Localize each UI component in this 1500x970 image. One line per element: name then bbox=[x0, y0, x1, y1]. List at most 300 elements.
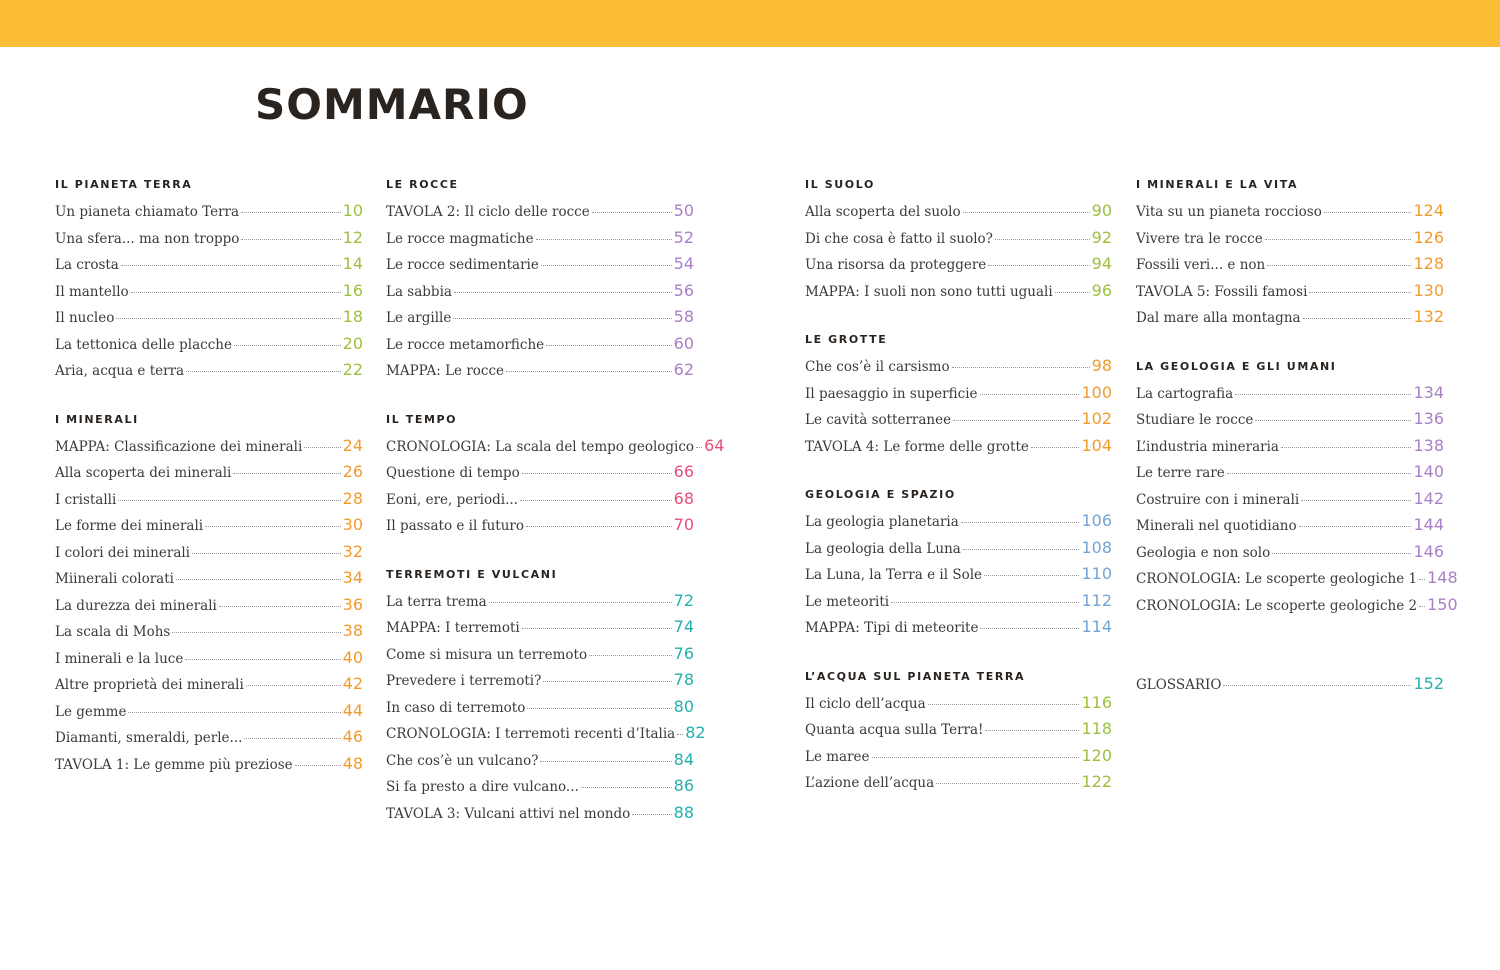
toc-entry[interactable] bbox=[55, 304, 363, 331]
toc-section-le-grotte bbox=[805, 331, 1112, 459]
dot-leader bbox=[304, 447, 340, 448]
toc-entry[interactable] bbox=[386, 773, 694, 800]
dot-leader bbox=[963, 212, 1090, 213]
toc-entry-label: Vivere tra le rocce bbox=[1136, 230, 1263, 247]
dot-leader bbox=[988, 265, 1089, 266]
toc-entry-page-number: 110 bbox=[1081, 564, 1112, 583]
toc-entry-page-number: 152 bbox=[1413, 674, 1444, 693]
toc-entry[interactable] bbox=[386, 357, 694, 384]
toc-entry-page-number: 88 bbox=[673, 802, 694, 822]
dot-leader bbox=[540, 761, 671, 762]
toc-entry-label: Le meteoriti bbox=[805, 593, 890, 610]
dot-leader bbox=[454, 292, 672, 293]
toc-entry[interactable] bbox=[386, 433, 725, 460]
toc-entry-label: MAPPA: Tipi di meteorite bbox=[805, 620, 979, 636]
toc-entry[interactable] bbox=[805, 535, 1112, 562]
toc-section-le-rocce bbox=[386, 176, 694, 384]
toc-entry-label: MAPPA: I suoli non sono tutti uguali bbox=[805, 283, 1053, 300]
toc-entry-page-number: 68 bbox=[673, 488, 694, 508]
dot-leader bbox=[1227, 473, 1412, 474]
toc-entry-label: Le rocce metamorfiche bbox=[386, 336, 545, 353]
toc-entry[interactable] bbox=[1136, 486, 1444, 513]
toc-entry-page-number: 112 bbox=[1081, 590, 1112, 610]
toc-entry[interactable] bbox=[1136, 278, 1444, 305]
toc-entry-label: La tettonica delle placche bbox=[55, 336, 232, 353]
dot-leader bbox=[205, 526, 341, 527]
toc-entry-page-number: 34 bbox=[342, 568, 363, 587]
section-title: I MINERALI E LA VITA bbox=[1136, 178, 1299, 191]
toc-entry-page-number: 86 bbox=[673, 776, 694, 795]
toc-entry[interactable] bbox=[386, 225, 694, 252]
toc-entry-page-number: 16 bbox=[342, 280, 363, 300]
dot-leader bbox=[1419, 579, 1425, 580]
toc-entry[interactable] bbox=[386, 304, 694, 331]
toc-entry-page-number: 102 bbox=[1081, 409, 1112, 428]
toc-entry-label: TAVOLA 2: Il ciclo delle rocce bbox=[386, 204, 590, 220]
toc-entry-label: Un pianeta chiamato Terra bbox=[55, 204, 240, 220]
toc-entry[interactable] bbox=[805, 743, 1112, 770]
toc-entry[interactable] bbox=[55, 357, 363, 384]
toc-entry[interactable] bbox=[386, 720, 706, 747]
toc-entry-page-number: 76 bbox=[673, 643, 694, 663]
toc-entry-page-number: 50 bbox=[673, 201, 694, 220]
toc-entry[interactable] bbox=[805, 588, 1112, 615]
dot-leader bbox=[953, 420, 1079, 421]
dot-leader bbox=[520, 500, 672, 501]
toc-entry-page-number: 44 bbox=[342, 700, 363, 720]
toc-entry[interactable] bbox=[805, 353, 1112, 380]
toc-entry[interactable] bbox=[55, 724, 363, 751]
toc-entry[interactable] bbox=[55, 698, 363, 725]
toc-entry-page-number: 84 bbox=[673, 749, 694, 769]
dot-leader bbox=[1324, 212, 1412, 213]
toc-entry-label: Le gemme bbox=[55, 703, 127, 720]
toc-entry-label: I colori dei minerali bbox=[55, 544, 190, 561]
toc-entry-label: L’azione dell’acqua bbox=[805, 775, 935, 791]
toc-entry-page-number: 54 bbox=[673, 254, 694, 273]
toc-entry-page-number: 22 bbox=[342, 360, 363, 379]
dot-leader bbox=[128, 712, 340, 713]
section-title: LE ROCCE bbox=[386, 178, 459, 191]
toc-entry-label: Diamanti, smeraldi, perle... bbox=[55, 730, 243, 746]
dot-leader bbox=[984, 575, 1079, 576]
toc-entry-label: Questione di tempo bbox=[386, 465, 520, 481]
toc-entry[interactable] bbox=[805, 508, 1112, 535]
toc-entry[interactable] bbox=[55, 278, 363, 305]
toc-entry-page-number: 146 bbox=[1413, 541, 1444, 561]
toc-entry-page-number: 10 bbox=[342, 201, 363, 220]
toc-entry[interactable] bbox=[55, 671, 363, 698]
toc-entry[interactable] bbox=[1136, 406, 1444, 433]
dot-leader bbox=[696, 447, 702, 448]
dot-leader bbox=[234, 345, 341, 346]
toc-entry-label: Dal mare alla montagna bbox=[1136, 310, 1301, 326]
toc-section-l-acqua-sul-pianeta-terra bbox=[805, 668, 1112, 796]
toc-entry[interactable] bbox=[1136, 592, 1458, 619]
toc-entry-label: Il paesaggio in superficie bbox=[805, 385, 978, 402]
toc-entry[interactable] bbox=[805, 278, 1112, 305]
toc-entry-label: La cartografia bbox=[1136, 385, 1234, 402]
toc-entry-label: MAPPA: Classificazione dei minerali bbox=[55, 438, 303, 455]
top-color-band bbox=[0, 0, 1500, 47]
toc-entry[interactable] bbox=[386, 641, 694, 668]
dot-leader bbox=[233, 473, 340, 474]
toc-entry-page-number: 56 bbox=[673, 280, 694, 300]
toc-entry-page-number: 142 bbox=[1413, 488, 1444, 508]
toc-entry-label: Eoni, ere, periodi... bbox=[386, 491, 518, 508]
dot-leader bbox=[1272, 553, 1411, 554]
toc-entry-label: Una sfera... ma non troppo bbox=[55, 230, 240, 247]
dot-leader bbox=[541, 265, 672, 266]
toc-section-il-pianeta-terra bbox=[55, 176, 363, 384]
toc-entry[interactable] bbox=[1136, 225, 1444, 252]
toc-entry[interactable] bbox=[55, 592, 363, 619]
toc-entry-label: Si fa presto a dire vulcano... bbox=[386, 779, 579, 795]
toc-entry[interactable] bbox=[805, 690, 1112, 717]
toc-entry[interactable] bbox=[386, 747, 694, 774]
toc-entry[interactable] bbox=[805, 198, 1112, 225]
toc-entry-page-number: 98 bbox=[1091, 356, 1112, 375]
toc-entry-label: Geologia e non solo bbox=[1136, 544, 1271, 561]
toc-entry[interactable] bbox=[55, 198, 363, 225]
dot-leader bbox=[1309, 292, 1411, 293]
toc-entry[interactable] bbox=[1136, 433, 1444, 460]
toc-entry-label: CRONOLOGIA: Le scoperte geologiche 1 bbox=[1136, 571, 1418, 587]
dot-leader bbox=[1055, 292, 1090, 293]
toc-entry-label: Che cos’è un vulcano? bbox=[386, 752, 539, 769]
dot-leader bbox=[952, 367, 1090, 368]
toc-entry[interactable] bbox=[55, 512, 363, 539]
toc-entry-label: La Luna, la Terra e il Sole bbox=[805, 567, 983, 583]
toc-entry-label: Come si misura un terremoto bbox=[386, 646, 588, 663]
dot-leader bbox=[891, 602, 1079, 603]
toc-entry-page-number: 14 bbox=[342, 254, 363, 273]
toc-column-3 bbox=[805, 176, 1112, 823]
toc-entry[interactable] bbox=[1136, 198, 1444, 225]
toc-entry-page-number: 66 bbox=[673, 462, 694, 481]
toc-entry[interactable] bbox=[805, 380, 1112, 407]
dot-leader bbox=[980, 628, 1079, 629]
toc-entry-page-number: 38 bbox=[342, 621, 363, 640]
toc-entry[interactable] bbox=[386, 459, 694, 486]
toc-entry-label: GLOSSARIO bbox=[1136, 677, 1222, 693]
toc-entry[interactable] bbox=[55, 645, 363, 672]
toc-entry-label: I cristalli bbox=[55, 491, 117, 508]
toc-entry-label: Fossili veri... e non bbox=[1136, 257, 1266, 273]
toc-entry-label: Prevedere i terremoti? bbox=[386, 673, 542, 689]
toc-entry-label: Di che cosa è fatto il suolo? bbox=[805, 230, 993, 247]
toc-entry-page-number: 120 bbox=[1081, 745, 1112, 765]
toc-entry-page-number: 58 bbox=[673, 307, 694, 326]
dot-leader bbox=[522, 473, 672, 474]
dot-leader bbox=[131, 292, 341, 293]
toc-entry[interactable] bbox=[1136, 251, 1444, 278]
toc-section-la-geologia-e-gli-umani bbox=[1136, 358, 1458, 619]
toc-entry-page-number: 140 bbox=[1413, 462, 1444, 481]
toc-entry[interactable] bbox=[805, 433, 1112, 460]
toc-entry-page-number: 48 bbox=[342, 753, 363, 773]
dot-leader bbox=[116, 318, 340, 319]
toc-entry-label: La geologia planetaria bbox=[805, 514, 959, 530]
toc-entry-label: Le argille bbox=[386, 310, 452, 326]
dot-leader bbox=[241, 239, 340, 240]
toc-entry[interactable] bbox=[805, 561, 1112, 588]
toc-entry[interactable] bbox=[386, 331, 694, 358]
toc-entry[interactable] bbox=[55, 433, 363, 460]
toc-entry[interactable] bbox=[1136, 380, 1444, 407]
toc-entry-page-number: 148 bbox=[1427, 568, 1458, 587]
toc-entry-label: La geologia della Luna bbox=[805, 540, 961, 557]
dot-leader bbox=[185, 659, 340, 660]
dot-leader bbox=[961, 522, 1080, 523]
dot-leader bbox=[1265, 239, 1412, 240]
toc-entry[interactable] bbox=[55, 539, 363, 566]
toc-section-terremoti-e-vulcani bbox=[386, 566, 706, 827]
page-title: SOMMARIO bbox=[255, 80, 529, 129]
dot-leader bbox=[172, 632, 340, 633]
toc-entry[interactable] bbox=[55, 251, 363, 278]
toc-entry-page-number: 108 bbox=[1081, 537, 1112, 557]
toc-entry-label: Il nucleo bbox=[55, 310, 115, 326]
toc-entry-page-number: 106 bbox=[1081, 511, 1112, 530]
toc-entry-page-number: 24 bbox=[342, 435, 363, 455]
toc-entry-page-number: 96 bbox=[1091, 280, 1112, 300]
dot-leader bbox=[1235, 394, 1411, 395]
toc-entry-label: MAPPA: Le rocce bbox=[386, 363, 505, 379]
toc-entry[interactable] bbox=[55, 459, 363, 486]
dot-leader bbox=[581, 787, 672, 788]
dot-leader bbox=[872, 757, 1080, 758]
dot-leader bbox=[1267, 265, 1411, 266]
toc-entry[interactable] bbox=[805, 769, 1112, 796]
toc-entry[interactable] bbox=[1136, 512, 1444, 539]
toc-section-il-suolo bbox=[805, 176, 1112, 304]
section-title: TERREMOTI E VULCANI bbox=[386, 567, 558, 581]
toc-entry-page-number: 100 bbox=[1081, 382, 1112, 402]
toc-entry-page-number: 124 bbox=[1413, 201, 1444, 220]
toc-entry[interactable] bbox=[805, 251, 1112, 278]
toc-entry[interactable] bbox=[386, 512, 694, 539]
section-spacer bbox=[1136, 645, 1444, 671]
toc-entry[interactable] bbox=[1136, 671, 1444, 698]
dot-leader bbox=[1223, 685, 1411, 686]
toc-column-4 bbox=[1136, 176, 1458, 725]
toc-entry[interactable] bbox=[386, 198, 694, 225]
toc-entry-page-number: 90 bbox=[1091, 201, 1112, 220]
toc-entry[interactable] bbox=[55, 618, 363, 645]
toc-entry-label: La sabbia bbox=[386, 283, 452, 300]
dot-leader bbox=[589, 655, 672, 656]
toc-entry-page-number: 42 bbox=[342, 674, 363, 693]
toc-entry-page-number: 18 bbox=[342, 307, 363, 326]
toc-entry[interactable] bbox=[1136, 539, 1444, 566]
toc-entry[interactable] bbox=[55, 331, 363, 358]
toc-entry[interactable] bbox=[805, 225, 1112, 252]
toc-section-geologia-e-spazio bbox=[805, 486, 1112, 641]
toc-entry-label: Il ciclo dell’acqua bbox=[805, 695, 926, 712]
toc-entry-label: CRONOLOGIA: Le scoperte geologiche 2 bbox=[1136, 597, 1418, 614]
toc-entry-page-number: 32 bbox=[342, 541, 363, 561]
toc-entry-label: La terra trema bbox=[386, 593, 487, 610]
toc-entry[interactable] bbox=[1136, 304, 1444, 331]
dot-leader bbox=[295, 765, 341, 766]
toc-entry-page-number: 72 bbox=[673, 590, 694, 610]
toc-entry-label: Le forme dei minerali bbox=[55, 518, 204, 534]
dot-leader bbox=[489, 602, 672, 603]
toc-entry-label: La crosta bbox=[55, 257, 119, 273]
toc-entry-page-number: 78 bbox=[673, 670, 694, 689]
toc-entry-page-number: 134 bbox=[1413, 382, 1444, 402]
toc-entry-page-number: 28 bbox=[342, 488, 363, 508]
dot-leader bbox=[219, 606, 341, 607]
toc-section-il-tempo bbox=[386, 411, 725, 539]
toc-entry-label: Aria, acqua e terra bbox=[55, 363, 185, 379]
toc-entry-label: Miinerali colorati bbox=[55, 571, 174, 587]
toc-entry-label: Studiare le rocce bbox=[1136, 412, 1254, 428]
toc-entry-page-number: 82 bbox=[685, 723, 706, 742]
toc-entry-page-number: 144 bbox=[1413, 515, 1444, 534]
dot-leader bbox=[244, 738, 340, 739]
toc-column-2 bbox=[386, 176, 725, 853]
toc-entry-label: Quanta acqua sulla Terra! bbox=[805, 722, 984, 738]
toc-entry-page-number: 20 bbox=[342, 333, 363, 353]
toc-entry-page-number: 128 bbox=[1413, 254, 1444, 273]
toc-entry-label: TAVOLA 4: Le forme delle grotte bbox=[805, 438, 1029, 455]
dot-leader bbox=[536, 239, 672, 240]
toc-entry-page-number: 70 bbox=[673, 515, 694, 534]
dot-leader bbox=[186, 371, 341, 372]
dot-leader bbox=[246, 685, 341, 686]
toc-entry-page-number: 60 bbox=[673, 333, 694, 353]
toc-entry-page-number: 40 bbox=[342, 647, 363, 667]
toc-entry[interactable] bbox=[55, 225, 363, 252]
dot-leader bbox=[543, 681, 671, 682]
dot-leader bbox=[980, 394, 1080, 395]
dot-leader bbox=[1419, 606, 1425, 607]
dot-leader bbox=[632, 814, 671, 815]
toc-entry[interactable] bbox=[386, 694, 694, 721]
section-title: IL TEMPO bbox=[386, 412, 458, 426]
dot-leader bbox=[1301, 500, 1411, 501]
toc-entry-page-number: 46 bbox=[342, 727, 363, 746]
toc-entry[interactable] bbox=[805, 716, 1112, 743]
toc-entry-label: Minerali nel quotidiano bbox=[1136, 518, 1297, 534]
toc-entry-label: La scala di Mohs bbox=[55, 624, 171, 640]
toc-entry-label: TAVOLA 3: Vulcani attivi nel mondo bbox=[386, 805, 631, 822]
dot-leader bbox=[1303, 318, 1412, 319]
toc-entry-page-number: 138 bbox=[1413, 435, 1444, 455]
section-title: LE GROTTE bbox=[805, 333, 888, 346]
toc-entry[interactable] bbox=[386, 251, 694, 278]
dot-leader bbox=[192, 553, 341, 554]
toc-entry-label: Altre proprietà dei minerali bbox=[55, 677, 244, 693]
dot-leader bbox=[526, 526, 672, 527]
toc-entry[interactable] bbox=[1136, 459, 1444, 486]
toc-entry[interactable] bbox=[386, 486, 694, 513]
toc-entry-label: Il mantello bbox=[55, 283, 129, 300]
dot-leader bbox=[592, 212, 672, 213]
toc-entry-label: In caso di terremoto bbox=[386, 699, 526, 716]
dot-leader bbox=[963, 549, 1080, 550]
toc-entry-page-number: 36 bbox=[342, 594, 363, 614]
toc-entry-label: Una risorsa da proteggere bbox=[805, 257, 987, 273]
toc-entry-label: I minerali e la luce bbox=[55, 650, 184, 667]
toc-entry-page-number: 150 bbox=[1427, 594, 1458, 614]
dot-leader bbox=[527, 708, 671, 709]
toc-entry-page-number: 26 bbox=[342, 462, 363, 481]
toc-entry-page-number: 30 bbox=[342, 515, 363, 534]
toc-entry-label: Il passato e il futuro bbox=[386, 518, 524, 534]
toc-entry[interactable] bbox=[1136, 565, 1458, 592]
toc-entry[interactable] bbox=[386, 278, 694, 305]
dot-leader bbox=[176, 579, 341, 580]
toc-entry[interactable] bbox=[55, 486, 363, 513]
toc-entry[interactable] bbox=[55, 565, 363, 592]
dot-leader bbox=[121, 265, 341, 266]
toc-entry-label: Le rocce sedimentarie bbox=[386, 257, 539, 273]
toc-entry-page-number: 116 bbox=[1081, 692, 1112, 712]
toc-entry-page-number: 74 bbox=[673, 617, 694, 636]
toc-entry-page-number: 62 bbox=[673, 360, 694, 379]
dot-leader bbox=[1299, 526, 1412, 527]
toc-entry-page-number: 94 bbox=[1091, 254, 1112, 273]
toc-entry-page-number: 80 bbox=[673, 696, 694, 716]
toc-entry-page-number: 122 bbox=[1081, 772, 1112, 791]
dot-leader bbox=[936, 783, 1079, 784]
toc-entry[interactable] bbox=[55, 751, 363, 778]
toc-entry-label: CRONOLOGIA: La scala del tempo geologico bbox=[386, 438, 695, 455]
toc-entry[interactable] bbox=[386, 800, 694, 827]
toc-entry-label: TAVOLA 5: Fossili famosi bbox=[1136, 283, 1308, 300]
toc-column-1 bbox=[55, 176, 363, 804]
toc-entry-page-number: 64 bbox=[704, 435, 725, 455]
toc-entry-page-number: 132 bbox=[1413, 307, 1444, 326]
toc-entry[interactable] bbox=[805, 614, 1112, 641]
toc-entry-label: Costruire con i minerali bbox=[1136, 491, 1300, 508]
toc-entry-label: L’industria mineraria bbox=[1136, 438, 1279, 455]
dot-leader bbox=[1281, 447, 1411, 448]
toc-entry-label: Vita su un pianeta roccioso bbox=[1136, 204, 1322, 220]
dot-leader bbox=[677, 734, 683, 735]
toc-entry-page-number: 104 bbox=[1081, 435, 1112, 455]
dot-leader bbox=[546, 345, 672, 346]
toc-entry-label: CRONOLOGIA: I terremoti recenti d’Italia bbox=[386, 726, 676, 742]
toc-entry-page-number: 126 bbox=[1413, 227, 1444, 247]
toc-entry-page-number: 52 bbox=[673, 227, 694, 247]
section-title: IL SUOLO bbox=[805, 178, 875, 191]
toc-entry-label: Che cos’è il carsismo bbox=[805, 359, 950, 375]
toc-entry[interactable] bbox=[386, 588, 694, 615]
toc-entry-label: La durezza dei minerali bbox=[55, 597, 217, 614]
toc-section-glossary bbox=[1136, 645, 1444, 698]
toc-entry-label: TAVOLA 1: Le gemme più preziose bbox=[55, 756, 293, 773]
dot-leader bbox=[1255, 420, 1411, 421]
toc-entry-page-number: 92 bbox=[1091, 227, 1112, 247]
dot-leader bbox=[522, 628, 672, 629]
toc-entry-page-number: 130 bbox=[1413, 280, 1444, 300]
dot-leader bbox=[118, 500, 340, 501]
section-title: I MINERALI bbox=[55, 412, 139, 426]
toc-entry-label: Le terre rare bbox=[1136, 465, 1225, 481]
toc-entry-page-number: 114 bbox=[1081, 617, 1112, 636]
toc-entry[interactable] bbox=[386, 667, 694, 694]
toc-entry[interactable] bbox=[805, 406, 1112, 433]
dot-leader bbox=[995, 239, 1090, 240]
toc-entry[interactable] bbox=[386, 614, 694, 641]
section-title: IL PIANETA TERRA bbox=[55, 178, 193, 191]
dot-leader bbox=[453, 318, 671, 319]
dot-leader bbox=[985, 730, 1079, 731]
